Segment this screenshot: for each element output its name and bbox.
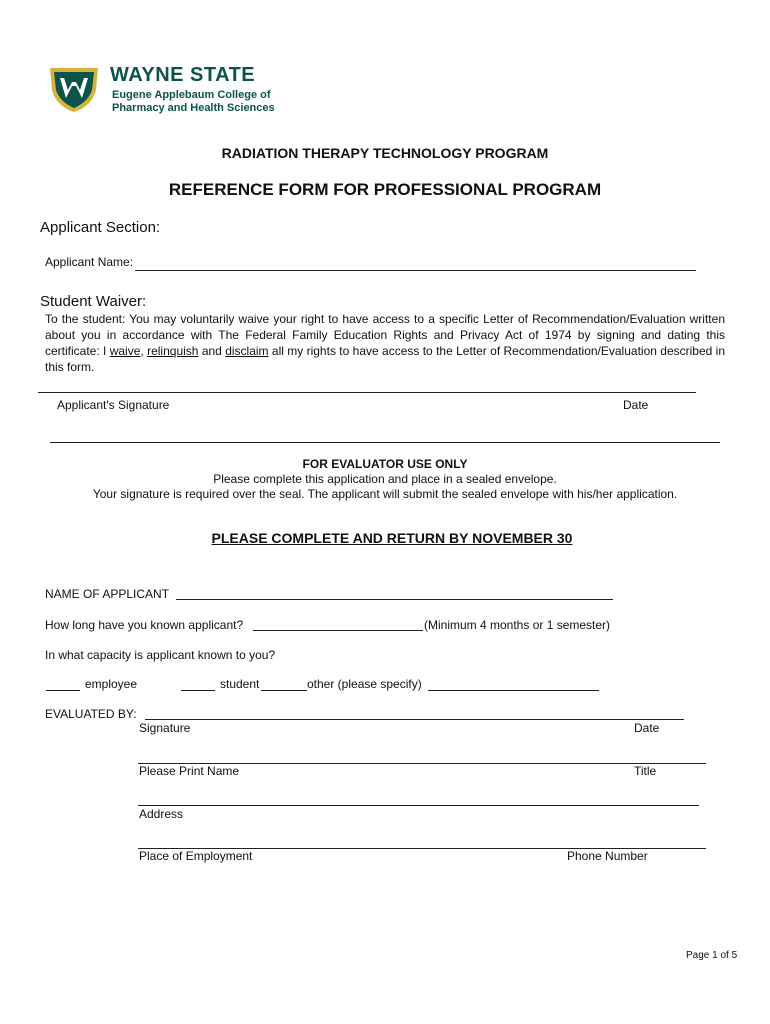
other-specify-field[interactable]	[428, 690, 599, 691]
place-of-employment-label: Place of Employment	[139, 849, 253, 863]
address-field[interactable]	[138, 805, 699, 806]
phone-number-label: Phone Number	[567, 849, 648, 863]
evaluator-date-label: Date	[634, 721, 660, 735]
logo-title: WAYNE STATE	[110, 64, 256, 86]
applicant-signature-label: Applicant's Signature	[57, 398, 170, 412]
waiver-text-part-2: all my rights to have access to the Letter of Recommendation/Evaluation described in this form.	[45, 344, 725, 374]
title-label: Title	[634, 764, 657, 778]
program-title: RADIATION THERAPY TECHNOLOGY PROGRAM	[221, 145, 549, 161]
logo-subtitle-1: Eugene Applebaum College of	[112, 89, 271, 101]
waiver-text-part-1: To the student: You may voluntarily waive your right to have access to a specific Letter of Recommendation/Evaluation written about you in accordance with The Federal Family Education Rights and Privacy Act of 1974 by signing and dating this certificate: I	[45, 312, 725, 358]
waiver-word-relinquish: relinquish	[147, 344, 199, 358]
how-long-field[interactable]	[253, 630, 423, 631]
waiver-word-disclaim: disclaim	[225, 344, 269, 358]
waiver-word-and: and	[198, 344, 226, 358]
name-of-applicant-label: NAME OF APPLICANT	[45, 587, 170, 601]
waiver-text	[45, 311, 725, 375]
how-long-label: How long have you known applicant?	[45, 618, 244, 632]
name-of-applicant-field[interactable]	[176, 599, 613, 600]
logo-subtitle-2: Pharmacy and Health Sciences	[112, 102, 275, 114]
address-label: Address	[139, 807, 184, 821]
evaluator-instruction-1: Please complete this application and place in a sealed envelope.	[213, 472, 557, 486]
signature-label: Signature	[139, 721, 191, 735]
applicant-name-label: Applicant Name:	[45, 255, 134, 269]
evaluator-heading: FOR EVALUATOR USE ONLY	[302, 457, 468, 471]
form-title: REFERENCE FORM FOR PROFESSIONAL PROGRAM	[168, 180, 602, 199]
evaluator-signature-field[interactable]	[145, 719, 684, 720]
applicant-section-heading: Applicant Section:	[40, 219, 161, 236]
student-label: student	[220, 677, 260, 691]
applicant-signature-field[interactable]	[38, 392, 696, 393]
capacity-label: In what capacity is applicant known to you?	[45, 648, 276, 662]
other-label: other (please specify)	[307, 677, 422, 691]
evaluator-instruction-2: Your signature is required over the seal. The applicant will submit the sealed envelope with his/her application.	[92, 487, 678, 501]
section-divider	[50, 442, 720, 443]
print-name-label: Please Print Name	[139, 764, 240, 778]
evaluated-by-label: EVALUATED BY:	[45, 707, 137, 721]
waiver-word-waive: waive,	[109, 344, 144, 358]
other-blank[interactable]	[261, 690, 307, 691]
student-blank[interactable]	[181, 690, 215, 691]
page-number: Page 1 of 5	[686, 950, 738, 961]
applicant-date-label: Date	[623, 398, 649, 412]
wayne-state-shield-logo	[46, 62, 102, 114]
student-waiver-heading: Student Waiver:	[40, 293, 147, 310]
how-long-note: (Minimum 4 months or 1 semester)	[424, 618, 611, 632]
employee-blank[interactable]	[46, 690, 80, 691]
employee-label: employee	[85, 677, 138, 691]
applicant-name-field[interactable]	[135, 270, 696, 271]
deadline-notice: PLEASE COMPLETE AND RETURN BY NOVEMBER 30	[211, 530, 573, 546]
